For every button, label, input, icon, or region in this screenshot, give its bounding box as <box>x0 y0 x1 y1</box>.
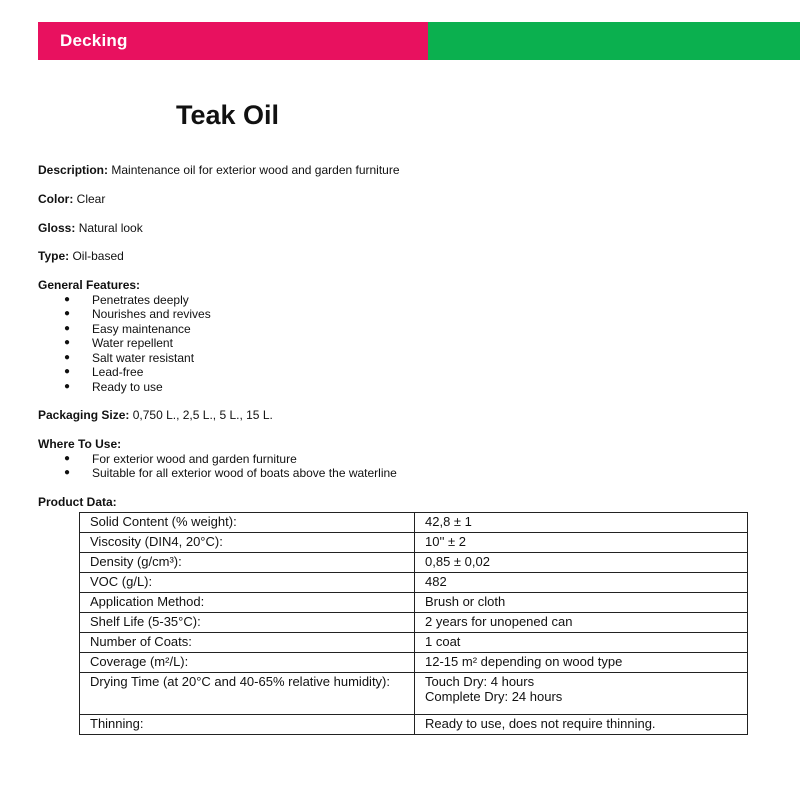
list-item: ● Easy maintenance <box>38 322 778 337</box>
list-item: ● Nourishes and revives <box>38 307 778 322</box>
gloss-value: Natural look <box>78 220 143 235</box>
list-item: ● Suitable for all exterior wood of boats above the waterline <box>38 466 778 481</box>
where-list <box>38 452 778 481</box>
packaging-label: Packaging Size: <box>38 408 130 423</box>
table-row <box>80 513 748 533</box>
type-label: Type: <box>38 249 70 264</box>
gloss-label: Gloss: <box>38 220 76 235</box>
row-value: 482 <box>415 573 748 593</box>
row-value: 42,8 ± 1 <box>415 513 748 533</box>
description-field <box>38 163 778 178</box>
row-label: Drying Time (at 20°C and 40-65% relative humidity): <box>80 673 415 715</box>
list-item: ● Penetrates deeply <box>38 293 778 308</box>
packaging-value: 0,750 L., 2,5 L., 5 L., 15 L. <box>132 408 273 423</box>
table-row <box>80 553 748 573</box>
table-row <box>80 715 748 735</box>
row-value-line: Touch Dry: 4 hours <box>425 674 535 689</box>
row-value: 10'' ± 2 <box>415 533 748 553</box>
row-label: Viscosity (DIN4, 20°C): <box>80 533 415 553</box>
table-row <box>80 573 748 593</box>
header-banner <box>38 22 800 60</box>
color-field <box>38 192 778 207</box>
list-item: ● For exterior wood and garden furniture <box>38 452 778 467</box>
row-label: Shelf Life (5-35°C): <box>80 613 415 633</box>
gloss-field <box>38 221 778 236</box>
table-row <box>80 533 748 553</box>
packaging-field <box>38 408 778 423</box>
banner-green-section <box>428 22 800 60</box>
row-value: 2 years for unopened can <box>415 613 748 633</box>
row-value-line: Complete Dry: 24 hours <box>425 689 563 704</box>
table-row <box>80 653 748 673</box>
color-value: Clear <box>76 191 106 206</box>
banner-title: Decking <box>60 31 128 50</box>
table-row <box>80 673 748 715</box>
row-label: Density (g/cm³): <box>80 553 415 573</box>
row-label: Coverage (m²/L): <box>80 653 415 673</box>
row-label: Thinning: <box>80 715 415 735</box>
list-item: ● Water repellent <box>38 336 778 351</box>
type-field <box>38 249 778 264</box>
type-value: Oil-based <box>72 249 124 264</box>
features-list <box>38 293 778 395</box>
row-value: Brush or cloth <box>415 593 748 613</box>
list-item: ● Salt water resistant <box>38 351 778 366</box>
table-row <box>80 613 748 633</box>
features-heading: General Features: <box>38 278 141 293</box>
product-data-table <box>79 512 748 735</box>
row-label: Solid Content (% weight): <box>80 513 415 533</box>
product-info <box>38 163 778 510</box>
color-label: Color: <box>38 191 74 206</box>
list-item: ● Ready to use <box>38 380 778 395</box>
table-row <box>80 593 748 613</box>
row-value: 12-15 m² depending on wood type <box>415 653 748 673</box>
description-label: Description: <box>38 163 109 177</box>
list-item: ● Lead-free <box>38 365 778 380</box>
row-value: 0,85 ± 0,02 <box>415 553 748 573</box>
row-label: VOC (g/L): <box>80 573 415 593</box>
row-label: Application Method: <box>80 593 415 613</box>
description-value: Maintenance oil for exterior wood and garden furniture <box>111 163 400 177</box>
row-label: Number of Coats: <box>80 633 415 653</box>
where-heading: Where To Use: <box>38 437 122 452</box>
row-value: 1 coat <box>415 633 748 653</box>
row-value <box>415 673 748 715</box>
banner-pink-section <box>38 22 428 60</box>
table-row <box>80 633 748 653</box>
row-value: Ready to use, does not require thinning. <box>415 715 748 735</box>
page-title: Teak Oil <box>176 100 280 130</box>
product-data-heading: Product Data: <box>38 495 117 510</box>
